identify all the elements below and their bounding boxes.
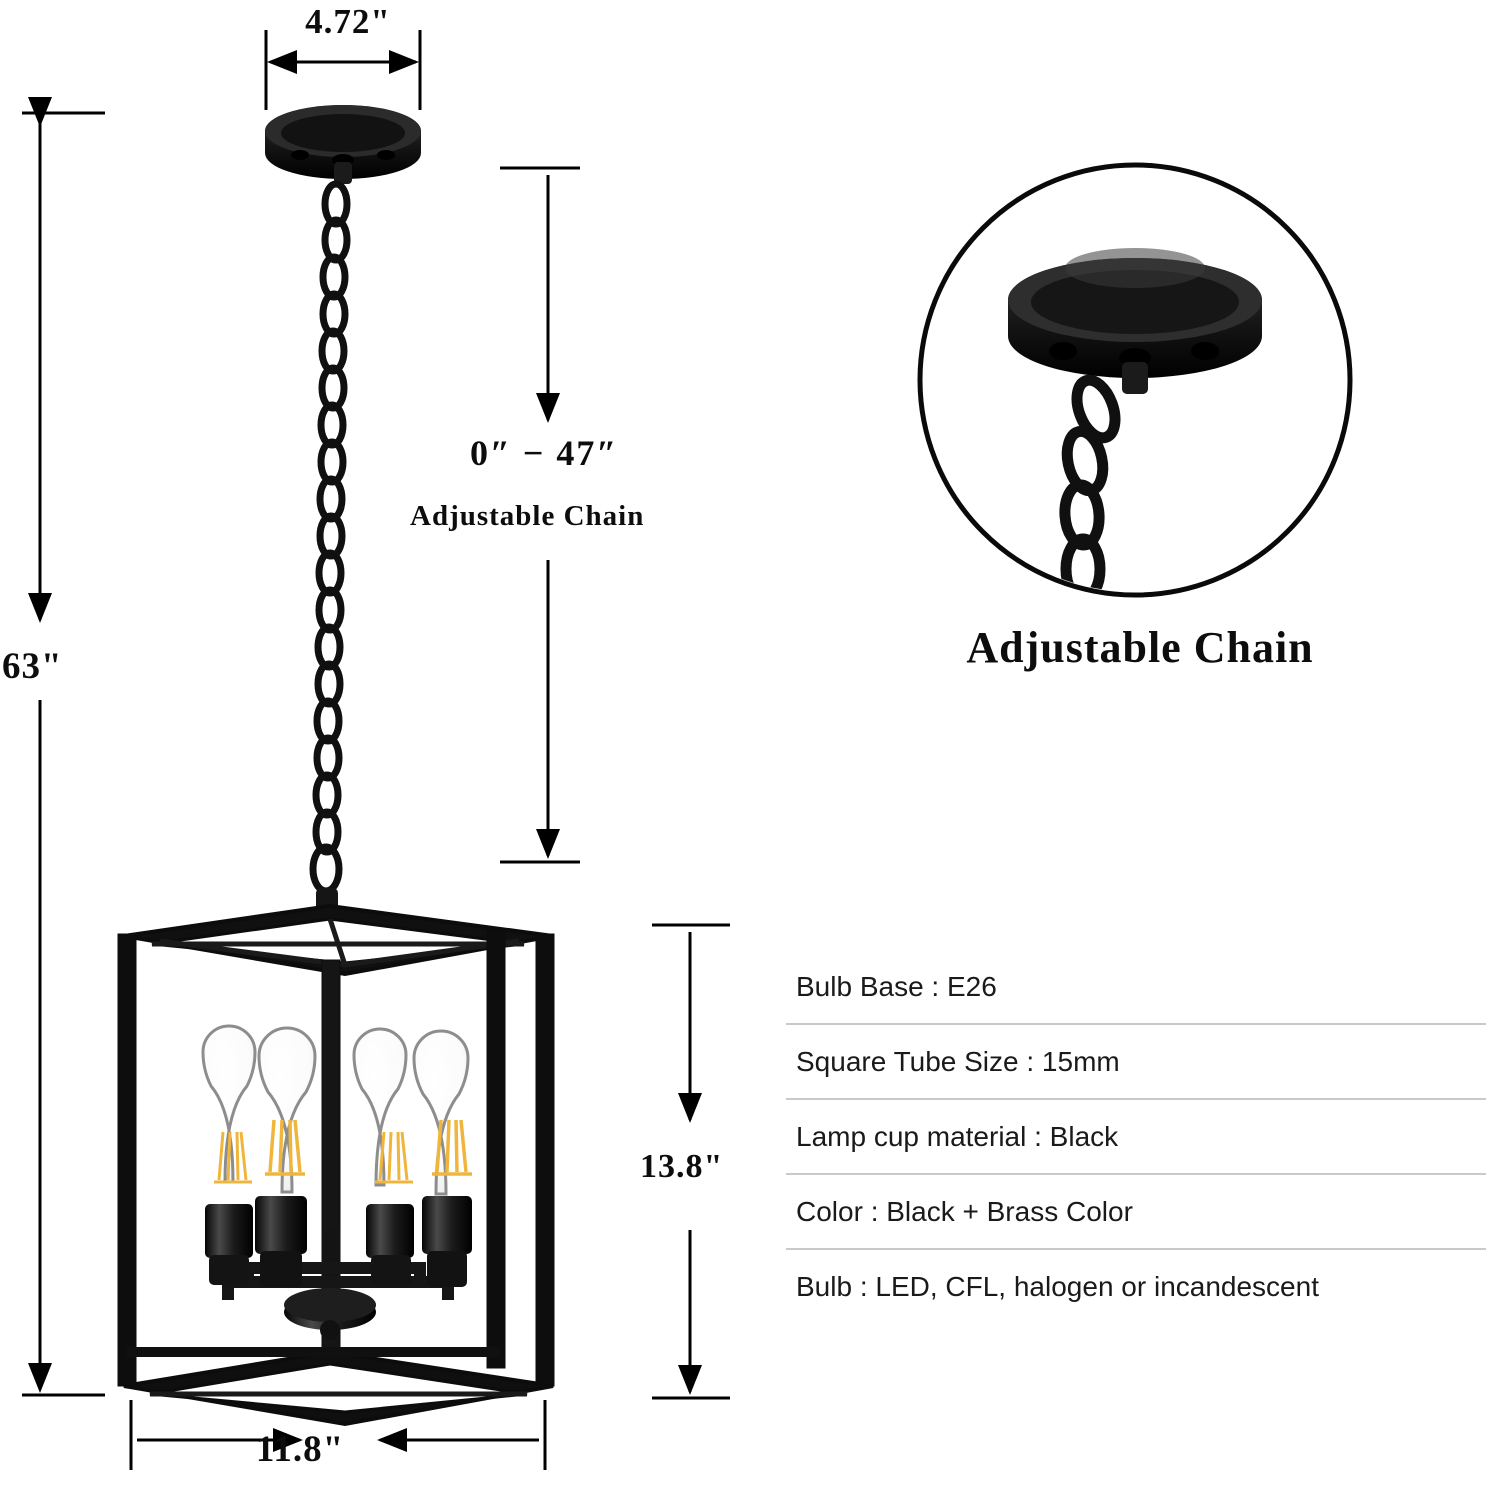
bulb-4 (414, 1031, 472, 1287)
label-canopy-width: 4.72" (305, 2, 391, 41)
label-chain-range: 0″ − 47″ (470, 433, 619, 473)
dimension-total-height (22, 113, 105, 1395)
label-fixture-height: 13.8" (640, 1148, 724, 1185)
label-fixture-width: 11.8" (255, 1429, 345, 1470)
pendant-light-illustration (118, 105, 554, 1424)
spec-row-bulb-type: Bulb : LED, CFL, halogen or incandescent (796, 1270, 1319, 1302)
label-chain-range-caption: Adjustable Chain (410, 500, 645, 532)
bulb-2 (255, 1028, 315, 1287)
spec-row-bulb-base: Bulb Base : E26 (786, 950, 1486, 1025)
dimension-canopy-width (266, 30, 420, 110)
lantern-cage (118, 906, 554, 1424)
spec-row-tube-size: Square Tube Size : 15mm (786, 1025, 1486, 1100)
specification-table (786, 950, 1486, 1323)
label-total-height: 63" (2, 646, 63, 687)
bulb-1 (203, 1026, 255, 1285)
spec-row-color: Color : Black + Brass Color (786, 1175, 1486, 1250)
canopy-detail-callout (920, 165, 1350, 599)
spec-row-lamp-cup-material: Lamp cup material : Black (786, 1100, 1486, 1175)
bulb-3 (354, 1029, 414, 1285)
ceiling-canopy (265, 105, 421, 184)
callout-title-adjustable-chain: Adjustable Chain (966, 623, 1314, 672)
suspension-chain (313, 184, 347, 891)
